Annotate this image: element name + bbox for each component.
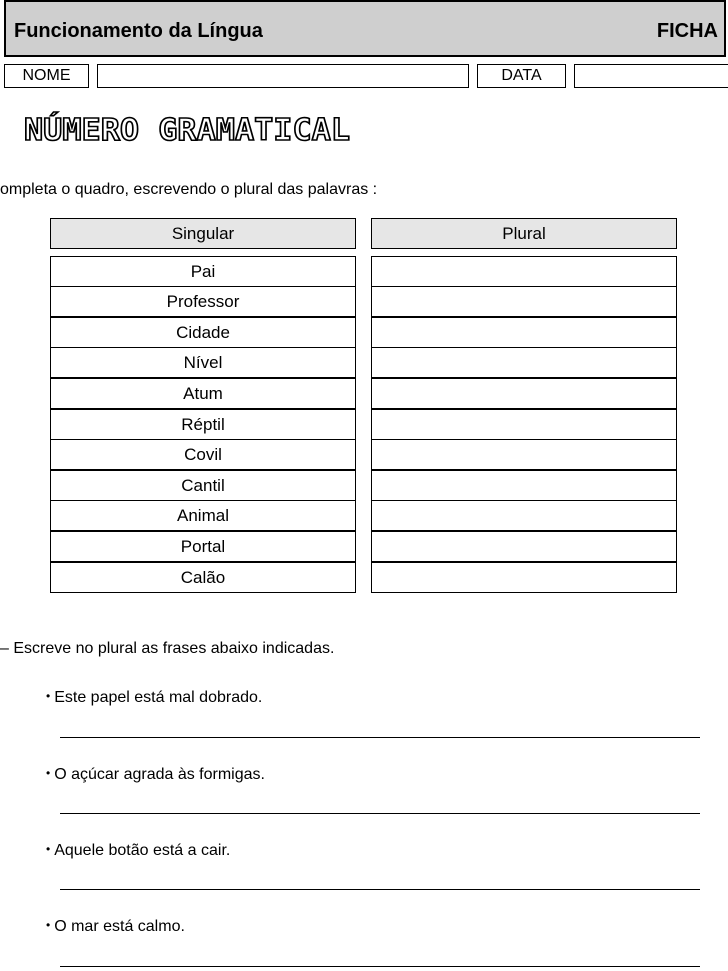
answer-line[interactable] — [60, 813, 700, 814]
sentence-item — [46, 689, 262, 707]
plural-input-cell[interactable] — [371, 347, 677, 378]
singular-cell: Animal — [50, 500, 356, 531]
bullet-icon: • — [46, 689, 51, 703]
plural-input-cell[interactable] — [371, 439, 677, 470]
sentence-item — [46, 918, 185, 936]
bullet-icon: • — [46, 766, 51, 780]
exercise1-instruction: ompleta o quadro, escrevendo o plural das palavras : — [0, 181, 378, 198]
page-title — [24, 108, 364, 148]
plural-input-cell[interactable] — [371, 500, 677, 531]
singular-cell: Cidade — [50, 317, 356, 348]
page-title-text: NÚMERO GRAMATICAL — [24, 113, 332, 148]
plural-input-cell[interactable] — [371, 317, 677, 348]
sentence-text: O açúcar agrada às formigas. — [54, 766, 265, 783]
sentence-text: Aquele botão está a cair. — [54, 842, 231, 859]
singular-cell: Calão — [50, 562, 356, 593]
bullet-icon: • — [46, 918, 51, 932]
date-field[interactable] — [574, 64, 728, 88]
answer-line[interactable] — [60, 966, 700, 967]
sentence-text: Este papel está mal dobrado. — [54, 689, 263, 706]
singular-cell: Cantil — [50, 470, 356, 501]
singular-cell: Réptil — [50, 409, 356, 440]
plural-input-cell[interactable] — [371, 378, 677, 409]
exercise2-instruction: – Escreve no plural as frases abaixo indicadas. — [0, 640, 335, 657]
date-label: DATA — [477, 64, 566, 88]
singular-cell: Portal — [50, 531, 356, 562]
worksheet-label: FICHA — [656, 20, 718, 42]
plural-column-header: Plural — [371, 218, 677, 249]
plural-input-cell[interactable] — [371, 562, 677, 593]
answer-line[interactable] — [60, 737, 700, 738]
worksheet-subject: Funcionamento da Língua — [14, 20, 263, 42]
bullet-icon: • — [46, 842, 51, 856]
plural-input-cell[interactable] — [371, 256, 677, 287]
plural-input-cell[interactable] — [371, 531, 677, 562]
sentence-item — [46, 842, 230, 860]
plural-input-cell[interactable] — [371, 470, 677, 501]
singular-cell: Professor — [50, 286, 356, 317]
sentence-text: O mar está calmo. — [54, 918, 185, 935]
singular-cell: Covil — [50, 439, 356, 470]
name-label: NOME — [4, 64, 89, 88]
plural-input-cell[interactable] — [371, 286, 677, 317]
answer-line[interactable] — [60, 889, 700, 890]
plural-input-cell[interactable] — [371, 409, 677, 440]
sentence-item — [46, 766, 265, 784]
header-bar — [4, 0, 726, 57]
name-field[interactable] — [97, 64, 469, 88]
singular-cell: Nível — [50, 347, 356, 378]
singular-column-header: Singular — [50, 218, 356, 249]
singular-cell: Pai — [50, 256, 356, 287]
singular-cell: Atum — [50, 378, 356, 409]
